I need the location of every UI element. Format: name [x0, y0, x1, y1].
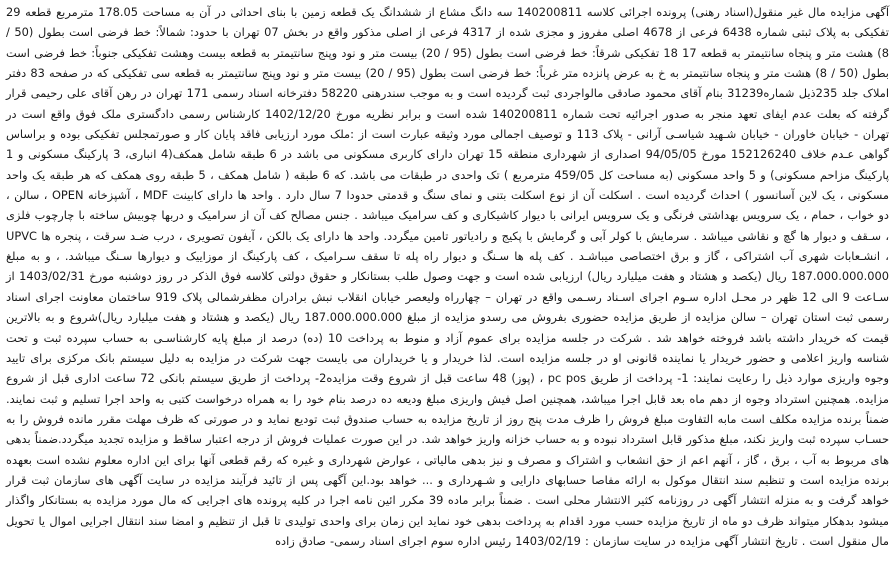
auction-notice-text: آگهی مزایده مال غیر منقول(اسناد رهنی) پرونده اجرائی کلاسه 140200811 سه دانگ مشاع از ششدانگ یک قطعه زمین با بنای احداثی در آن به مساحت 178.05 مترمربع قطعه 29 تفکیکی به پلاک ثبتی شماره 6438 فرعی از 4678 اصلی مفروز و مجزی شده از 4317 فرعی از اصلی مذکور واقع در بخش 07 تهران با حدود: شمالاً: خط فرضی است بطول (50 / 8) هشت متر و پنجاه سانتیمتر به قطعه 17 18 تفکیکی شرقاً: خط فرضی است بطول (95 / 20) بیست متر و نود وپنج سانتیمتر به قطعه بیست وهشت تفکیکی جنوباً: خط فرضی است بطول (50 / 8) هشت متر و پنجاه سانتیمتر به خ به عرض پانزده متر غرباً: خط فرضی است بطول (95 / 20) بیست متر و نود وپنج سانتیمتر به قطعه سی تفکیکی که در صفحه 83 دفتر املاک جلد 235ذیل شماره31239 بنام آقای محمود صادقی مالواجردی ثبت گردیده است و به موجب سندرهنی 58220 دفترخانه اسناد رسمی 171 تهران در رهن آقای علی رحیمی قرار گرفته که بعلت عدم ایفای تعهد منجر به صدور اجرائیه تحت شماره 140200811 شده است و برابر نظریه مورخ 1402/12/20 کارشناس رسمی دادگستری ملک فوق واقع است در تهران - خیابان خاوران - خیابان شـهید شیاسـی آرانی - پلاک 113 و توصیف اجمالی مورد وثیقه عبارت است از :ملک مورد ارزیابی فاقد پایان کار و صورتمجلس تفکیکی بوده و براساس گواهی عـدم خلاف 152126240 مورخ 94/05/05 اصداری از شهرداری منطقه 15 تهران دارای کاربری مسکونی می باشد در 6 طبقه شامل همکف(4 انباری، 3 پارکینگ مسکونی و 1 پارکینگ مزاحم مسکونی) و 5 واحد مسکونی (به مساحت کل 459/05 مترمربع ) تک واحدی در طبقات می باشد. که 6 طبقه ( شامل همکف ، 5 طبقه روی همکف که هر طبقه یک واحد مسکونی ، یک لاین آسانسور ) احداث گردیده است . اسکلت آن از نوع اسکلت بتنی و نمای سنگ و قدمتی حدودا 7 سال دارد . واحد ها دارای کابینت MDF ، آشپزخانه OPEN ، سالن ، دو خواب ، حمام ، یک سرویس بهداشتی فرنگی و یک سرویس ایرانی با دیوار کاشیکاری و کف سرامیک میباشد . جنس مصالح کف آن از سرامیک و دربها چوبیش ساخته با چارچوب فلزی ، سـقف و دیوار ها گچ و نقاشی میباشد . سرمایش با کولر آبی و گرمایش با پکیج و رادیاتور تامین میگردد. واحد ها دارای یک بالکن ، آیفون تصویری ، درب ضـد سرقت ، پنجره ها UPVC ، انشـعابات شهری آب اشتراکی ، گاز و برق اختصاصی میباشـد . کف پله ها سـنگ و دیوار راه پله تا سقف سـرامیک ، کف پارکینگ از موزاییک و دیوارها سـنگ میباشد. ، و به مبلغ 187.000.000.000 ریال (یکصد و هشتاد و هفت میلیارد ریال) ارزیابی شده است و جهت وصول طلب بستانکار و حقوق دولتی کلاسه فوق الذکر در روز دوشنبه مورخ 1403/02/31 از سـاعت 9 الی 12 ظهر در محـل اداره سـوم اجرای اسـناد رسـمی واقع در تهران – چهارراه ولیعصر خیابان انقلاب نبش برادران مظفرشمالی پلاک 919 ساختمان معاونت اجرای اسناد رسمی ثبت استان تهران – سالن مزایده از طریق مزایده حضوری بفروش می رسدو مزایده از مبلغ 187.000.000.000 ریال (یکصد و هشتاد و هفت میلیارد ریال)شروع و به بالاترین قیمت که خریدار داشته باشد فروخته خواهد شد . شرکت در جلسه مزایده برای عموم آزاد و منوط به پرداخت 10 (ده) درصد از مبلغ پایه کارشناسـی به حساب سپرده ثبت و تحت شناسه واریز اعلامی و حضور خریدار یا نماینده قانونی او در جلسه مزایده است. لذا خریدار و یا خریداران می بایست جهت شرکت در مزایده به دلیل سیستم بانک مرکزی برای تایید وجوه واریزی موارد ذیل را رعایت نمایند: 1- پرداخت از طریق pc pos ، (پوز) 48 ساعت قبل از شروع وقت مزایده2- پرداخت از طریق سیستم بانکی 72 ساعت اداری قبل از شروع مزایده. همچنین استرداد وجوه از دهم ماه بعد قابل اجرا میباشد، همچنین اصل فیش واریزی مبلغ ودیعه ده درصد بنام خود را به همراه درخواست کتبی به واحد اجرا تسلیم و ثبت نمایند. ضمناً برنده مزایده مکلف است مابه التفاوت مبلغ فروش را ظرف مدت پنج روز از تاریخ مزایده به حساب صندوق ثبت تودیع نماید و در صورتی که ظرف مهلت مقرر مانده فروش را به حسـاب سپرده ثبت واریز نکند، مبلغ مذکور قابل استرداد نبوده و به حساب خزانه واریز خواهد شد. در این صورت عملیات فروش از درجه اعتبار ساقط و مزایده تجدید میگردد.ضمناً بدهی های مربوط به آب ، برق ، گاز ، آنهم اعم از حق انشعاب و اشتراک و مصرف و نیز بدهی مالیاتی ، عوارض شهرداری و غیره که رقم قطعی آنها برای این اداره معلوم نشده است بعهده برنده مزایده است و تنظیم سند انتقال موکول به ارائه مفاصا حسابهای دارایی و شـهرداری و ... خواهد بود.این آگهی پس از تائید فرآیند مزایده در سایت آگهی های سازمان ثبت قرار خواهد گرفت و به منزله انتشار آگهی در روزنامه کثیر الانتشار محلی است . ضمناً برابر ماده 39 مکرر ائین نامه اجرا در کلیه پرونده های اجرایی که مال مورد مزایده به بستانکار واگذار میشود بدهکار میتواند ظرف دو ماه از تاریخ مزایده حسب مورد اقدام به پرداخت بدهی خود نماید این زمان برای واحدی تولیدی تا قبل از تنظیم و امضا سند انتقال اجرایی اموال یا تحویل مال منقول است . تاریخ انتشار آگهی مزایده در سایت سازمان : 1403/02/19 رئیس اداره سوم اجرای اسناد رسمی- صادق زاده	[6, 5, 890, 548]
